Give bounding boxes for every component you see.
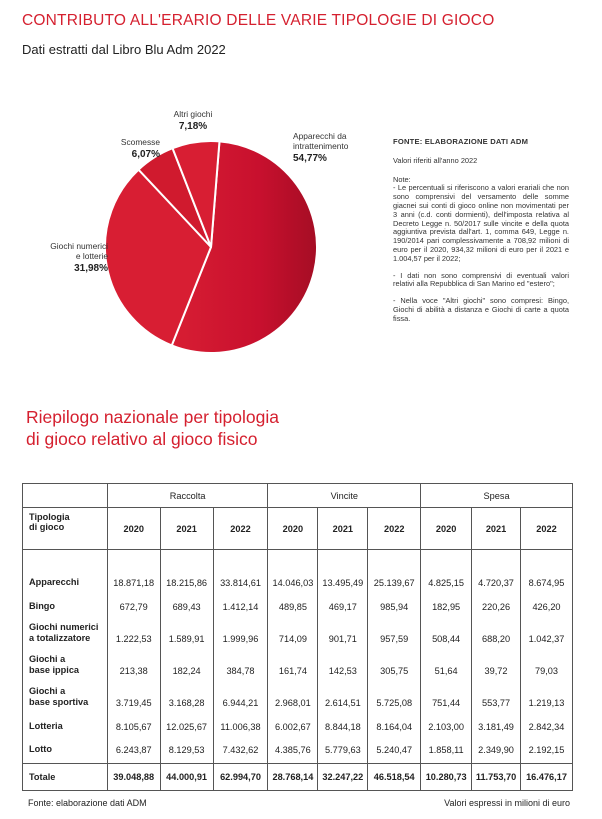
spacer-cell [213,550,268,568]
table-cell: 39,72 [472,648,521,680]
summary-table [22,483,573,791]
table-cell: 4.720,37 [472,568,521,592]
table-cell: 220,26 [472,592,521,616]
table-row [23,736,573,764]
notes-panel [393,138,569,332]
notes-reference: Valori riferiti all'anno 2022 [393,155,478,165]
table-body [23,550,573,764]
table-cell: 714,09 [268,616,318,648]
total-cell: 62.994,70 [213,764,268,791]
table-spacer-row [23,550,573,568]
year-header: 2020 [268,508,318,550]
notes-source: FONTE: ELABORAZIONE DATI ADM [393,137,529,146]
total-cell: 32.247,22 [318,764,368,791]
table-row [23,568,573,592]
row-label-line2: base sportiva [29,696,89,707]
note-item: - I dati non sono comprensivi di eventuali valori relativi alla Repubblica di San Marino ed "estero"; [393,270,569,289]
table-cell: 305,75 [368,648,421,680]
row-label-line1: Bingo [29,600,56,611]
table-cell: 1.222,53 [107,616,160,648]
page-subtitle: Dati estratti dal Libro Blu Adm 2022 [22,42,226,57]
row-label [23,680,108,712]
total-cell: 28.768,14 [268,764,318,791]
total-cell: 39.048,88 [107,764,160,791]
row-header-label [23,508,108,550]
pie-pct-scommesse: 6,07% [131,149,160,160]
pie-label-altri-text: Altri giochi [173,109,213,119]
pie-label-altri [168,109,218,132]
row-label [23,616,108,648]
footer-units: Valori espressi in milioni di euro [444,798,570,808]
table-cell: 751,44 [421,680,472,712]
pie-label-apparecchi-line2: intrattenimento [293,141,349,151]
table-cell: 13.495,49 [318,568,368,592]
table-cell: 5.779,63 [318,736,368,764]
year-header: 2022 [368,508,421,550]
table-cell: 12.025,67 [160,712,213,736]
table-cell: 489,85 [268,592,318,616]
table-row [23,592,573,616]
table-cell: 1.589,91 [160,616,213,648]
table-cell: 672,79 [107,592,160,616]
section-title [26,406,279,450]
year-header: 2021 [472,508,521,550]
table-cell: 79,03 [521,648,573,680]
total-cell: 44.000,91 [160,764,213,791]
group-header-spesa: Spesa [421,484,573,508]
table-cell: 6.944,21 [213,680,268,712]
pie-label-giochi-line1: Giochi numerici [50,241,108,251]
pie-pct-apparecchi: 54,77% [293,153,327,164]
table-row [23,648,573,680]
total-cell: 16.476,17 [521,764,573,791]
table-cell: 469,17 [318,592,368,616]
pie-pct-giochi: 31,98% [74,263,108,274]
pie-label-scommesse [112,137,160,160]
spacer-cell [368,550,421,568]
table-cell: 1.042,37 [521,616,573,648]
notes-header: Note: [393,174,411,184]
table-cell: 182,24 [160,648,213,680]
table-cell: 3.181,49 [472,712,521,736]
page-title: CONTRIBUTO ALL'ERARIO DELLE VARIE TIPOLOGIE DI GIOCO [22,12,495,29]
note-item: - Le percentuali si riferiscono a valori erariali che non sono comprensivi del versamento delle somme giacnei sui conti di gioco online non movimentati per 3 anni (c.d. conti dormienti), dell'imposta relativa al Decreto Legge n. 50/2017 sulle vincite e della quota aggiuntiva prevista dall'art. 1, comma 649, Legge n. 190/2014 pari complessivamente a 708,92 milioni di euro per il 2020, 934,32 milioni di euro per il 2021 e 1.004,57 per il 2022; [393,183,569,263]
table-cell: 2.349,90 [472,736,521,764]
section-title-line1: Riepilogo nazionale per tipologia [26,407,279,427]
table-cell: 5.725,08 [368,680,421,712]
table-cell: 4.385,76 [268,736,318,764]
row-label [23,712,108,736]
row-header-line1: Tipologia [29,512,70,522]
total-label: Totale [23,764,108,791]
table-cell: 957,59 [368,616,421,648]
table-cell: 161,74 [268,648,318,680]
pie-label-apparecchi [293,131,348,164]
row-label [23,648,108,680]
pie-label-giochi-line2: e lotterie [75,251,108,261]
total-cell: 10.280,73 [421,764,472,791]
row-label-line1: Giochi a [29,685,66,696]
table-cell: 426,20 [521,592,573,616]
table-cell: 553,77 [472,680,521,712]
table-cell: 8.164,04 [368,712,421,736]
row-label-line1: Lotto [29,744,52,754]
table-cell: 5.240,47 [368,736,421,764]
group-header-vincite: Vincite [268,484,421,508]
pie-label-giochi-numerici [38,241,108,274]
table-cell: 51,64 [421,648,472,680]
row-label-line1: Apparecchi [29,576,80,587]
note-item: - Nella voce "Altri giochi" sono compresi: Bingo, Giochi di abilità a distanza e Giochi di carte a quota fissa. [393,296,569,323]
table-cell: 8.105,67 [107,712,160,736]
spacer-cell [268,550,318,568]
table-cell: 142,53 [318,648,368,680]
table-cell: 1.412,14 [213,592,268,616]
spacer-cell [421,550,472,568]
table-cell: 8.844,18 [318,712,368,736]
row-label-line2: a totalizzatore [29,632,91,643]
table-cell: 2.842,34 [521,712,573,736]
table-cell: 18.871,18 [107,568,160,592]
section-title-line2: di gioco relativo al gioco fisico [26,429,258,449]
row-header-line2: di gioco [29,522,65,532]
table-cell: 384,78 [213,648,268,680]
table-cell: 1.858,11 [421,736,472,764]
row-label-line1: Giochi a [29,653,66,664]
table-row [23,680,573,712]
table-cell: 18.215,86 [160,568,213,592]
table-cell: 688,20 [472,616,521,648]
table-cell: 14.046,03 [268,568,318,592]
spacer-cell [23,550,108,568]
table-cell: 1.219,13 [521,680,573,712]
table-cell: 7.432,62 [213,736,268,764]
table-cell: 182,95 [421,592,472,616]
year-header: 2021 [318,508,368,550]
table-cell: 4.825,15 [421,568,472,592]
table-cell: 2.103,00 [421,712,472,736]
pie-label-apparecchi-line1: Apparecchi da [293,131,347,141]
total-cell: 46.518,54 [368,764,421,791]
row-label-line1: Giochi numerici [29,621,99,632]
table-cell: 3.168,28 [160,680,213,712]
table-cell: 985,94 [368,592,421,616]
table-cell: 11.006,38 [213,712,268,736]
spacer-cell [472,550,521,568]
table-row [23,712,573,736]
table-row [23,616,573,648]
table-cell: 508,44 [421,616,472,648]
spacer-cell [521,550,573,568]
table-cell: 6.002,67 [268,712,318,736]
spacer-cell [160,550,213,568]
footer-source: Fonte: elaborazione dati ADM [28,798,147,808]
year-header: 2021 [160,508,213,550]
row-label [23,736,108,764]
row-label [23,592,108,616]
table-corner [23,484,108,508]
table-cell: 1.999,96 [213,616,268,648]
table-cell: 8.674,95 [521,568,573,592]
table-cell: 6.243,87 [107,736,160,764]
spacer-cell [318,550,368,568]
pie-label-scommesse-text: Scomesse [120,137,160,147]
row-label-line2: base ippica [29,664,80,675]
year-header: 2020 [107,508,160,550]
total-cell: 11.753,70 [472,764,521,791]
year-header: 2020 [421,508,472,550]
table-cell: 2.968,01 [268,680,318,712]
table-cell: 25.139,67 [368,568,421,592]
year-header: 2022 [521,508,573,550]
pie-pct-altri: 7,18% [178,121,208,132]
table-cell: 901,71 [318,616,368,648]
row-label-line1: Lotteria [29,720,63,731]
table-cell: 2.614,51 [318,680,368,712]
total-row [23,764,573,791]
group-header-raccolta: Raccolta [107,484,268,508]
spacer-cell [107,550,160,568]
table-cell: 8.129,53 [160,736,213,764]
year-header: 2022 [213,508,268,550]
table-cell: 2.192,15 [521,736,573,764]
table-cell: 3.719,45 [107,680,160,712]
table-cell: 213,38 [107,648,160,680]
row-label [23,568,108,592]
table-cell: 689,43 [160,592,213,616]
table-cell: 33.814,61 [213,568,268,592]
